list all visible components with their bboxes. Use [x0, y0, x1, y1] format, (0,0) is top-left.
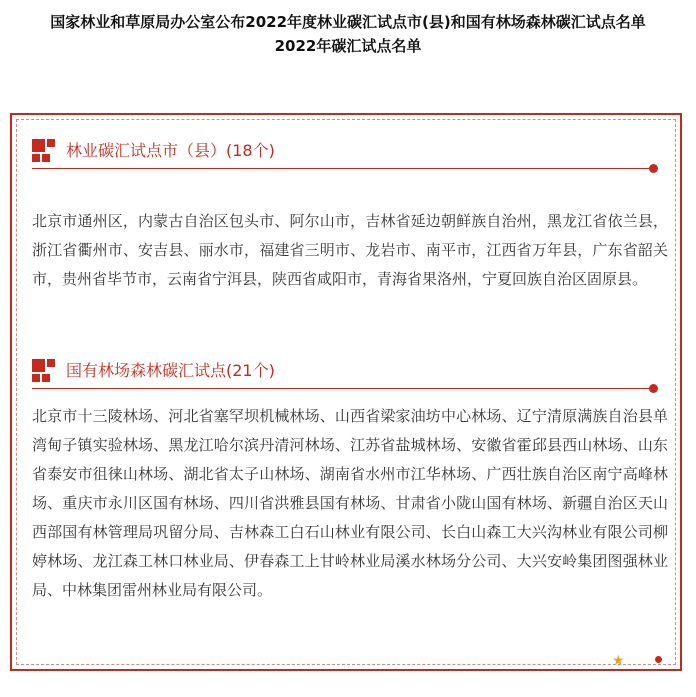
red-squares-icon: [32, 359, 56, 383]
star-icon: ★: [612, 653, 625, 669]
content-frame: [10, 113, 682, 671]
section-title-dot: [649, 384, 658, 393]
page-header: [0, 10, 696, 58]
section-title-text: 林业碳汇试点市（县）(18个): [66, 141, 275, 160]
section-body-state-forest-farms: 北京市十三陵林场、河北省塞罕坝机械林场、山西省梁家油坊中心林场、辽宁清原满族自治县单湾甸子镇实验林场、黑龙江哈尔滨丹清河林场、江苏省盐城林场、安徽省霍邱县西山林场、山东省泰安市徂徕山林场、湖北省太子山林场、湖南省水州市江华林场、广西壮族自治区南宁高峰林场、重庆市永川区国有林场、四川省洪雅县国有林场、甘肃省小陇山国有林场、新疆自治区天山西部国有林管理局巩留分局、吉林森工白石山林业有限公司、长白山森工大兴沟林业有限公司柳婷林场、龙江森工林口林业局、伊春森工上甘岭林业局溪水林场分公司、大兴安岭集团图强林业局、中林集团雷州林业局有限公司。: [32, 407, 668, 599]
section-title-underline: [32, 168, 654, 169]
section-title-state-forest-farms: [32, 357, 668, 387]
section-title-underline: [32, 388, 654, 389]
page-title: 国家林业和草原局办公室公布2022年度林业碳汇试点市(县)和国有林场森林碳汇试点名单: [50, 13, 646, 31]
corner-dot: [655, 656, 662, 663]
red-squares-icon: [32, 139, 56, 163]
section-title-dot: [649, 164, 658, 173]
section-title-text: 国有林场森林碳汇试点(21个): [66, 361, 275, 380]
page-subtitle: 2022年碳汇试点名单: [274, 37, 422, 55]
section-title-forestry-cities: [32, 137, 668, 167]
section-body-forestry-cities: 北京市通州区，内蒙古自治区包头市、阿尔山市，吉林省延边朝鲜族自治州，黑龙江省依兰县，浙江省衢州市、安吉县、丽水市，福建省三明市、龙岩市、南平市，江西省万年县，广东省韶关市，贵州省毕节市，云南省宁洱县，陕西省咸阳市，青海省果洛州，宁夏回族自治区固原县。: [32, 212, 668, 288]
